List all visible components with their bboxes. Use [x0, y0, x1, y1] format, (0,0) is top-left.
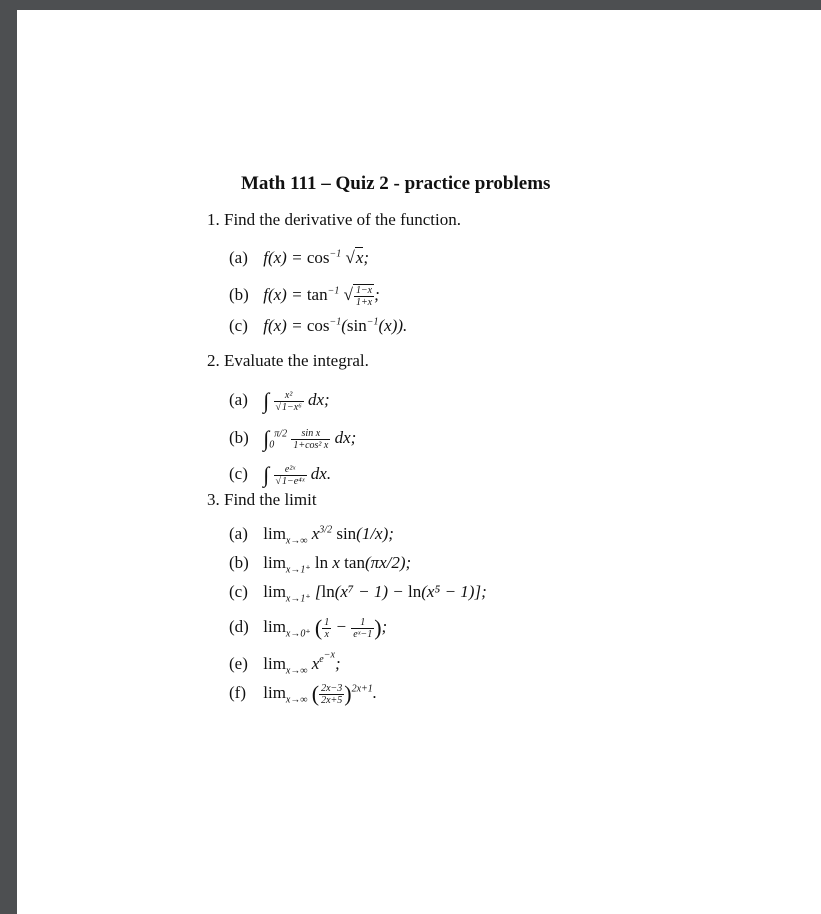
q3-item-a-label: (a)	[229, 524, 248, 543]
q2-item-b-expr: $\int_0^{\pi/2}$ $\frac{\text{sin x}}{\text{1+cos² x}}$ dx;	[263, 426, 357, 451]
document-page	[17, 10, 821, 914]
question-2-text: Evaluate the integral.	[224, 351, 369, 370]
q1-item-a-label: (a)	[229, 248, 248, 267]
q3-item-f	[229, 681, 377, 707]
q2-item-a	[229, 388, 330, 414]
q3-item-d-label: (d)	[229, 617, 249, 636]
q3-item-c-label: (c)	[229, 582, 248, 601]
q2-item-a-expr: ∫ $\frac{\text{x²}}{\text{√1−x⁶}}$ dx;	[263, 388, 330, 413]
question-2-number: 2.	[207, 351, 220, 370]
q3-item-d	[229, 615, 387, 641]
q3-item-f-label: (f)	[229, 683, 246, 702]
q1-item-a	[229, 248, 369, 268]
q1-item-c-expr: $f(x) = \cos^{-1}(\sin^{-1}(x))$.	[263, 316, 408, 335]
q2-item-a-label: (a)	[229, 390, 248, 409]
page-title: Math 111 – Quiz 2 - practice problems	[241, 173, 551, 194]
q3-item-b	[229, 553, 411, 575]
q2-item-c-expr: ∫ $\frac{\text{e²ˣ}}{\text{√1−e⁴ˣ}}$ dx.	[263, 462, 332, 487]
q2-item-c	[229, 462, 331, 488]
q1-item-b-expr: $f(x) = \tan^{-1}$ √ $\frac{1-x}{1+x}$ ;	[263, 285, 380, 308]
q3-item-c-expr: $\lim_{x\to 1^+} [\ln(x^7 - 1) - \ln(x^5 - 1)]$;	[263, 582, 487, 605]
q3-item-d-expr: $\lim_{x\to 0^+}$ ( $\frac{1}{x}$ − $\frac{1}{\text{eˣ−1}}$ );	[263, 615, 388, 640]
q3-item-a	[229, 524, 394, 546]
question-3	[207, 490, 317, 510]
question-1-text: Find the derivative of the function.	[224, 210, 461, 229]
q2-item-b	[229, 426, 356, 452]
question-1	[207, 210, 461, 230]
question-3-number: 3.	[207, 490, 220, 509]
q3-item-a-expr: $\lim_{x\to\infty} x^{3/2}$ sin(1/x);	[263, 524, 394, 547]
q3-item-e	[229, 650, 341, 676]
q3-item-b-label: (b)	[229, 553, 249, 572]
question-2	[207, 351, 369, 371]
q2-item-b-label: (b)	[229, 428, 249, 447]
q3-item-f-expr: $\lim_{x\to\infty}$ ( $\frac{2x-3}{2x+5}$ )$^{2x+1}$.	[263, 681, 378, 706]
q3-item-c	[229, 582, 487, 604]
q1-item-b-label: (b)	[229, 285, 249, 305]
question-3-text: Find the limit	[224, 490, 317, 509]
question-1-number: 1.	[207, 210, 220, 229]
q1-item-c-label: (c)	[229, 316, 248, 335]
viewer-top-bar	[0, 0, 821, 10]
q3-item-e-label: (e)	[229, 653, 248, 673]
q2-item-c-label: (c)	[229, 464, 248, 483]
q1-item-b	[229, 285, 380, 308]
viewer-left-bar	[0, 0, 17, 914]
q3-item-b-expr: $\lim_{x\to 1^+} \ln x$ tan(πx/2);	[263, 553, 412, 576]
q3-item-e-expr: $\lim_{x\to\infty} x^{e^{-x}}$;	[263, 650, 341, 677]
q1-item-a-expr: $f(x) = \cos^{-1} √x$;	[263, 248, 370, 267]
q1-item-c	[229, 316, 407, 336]
